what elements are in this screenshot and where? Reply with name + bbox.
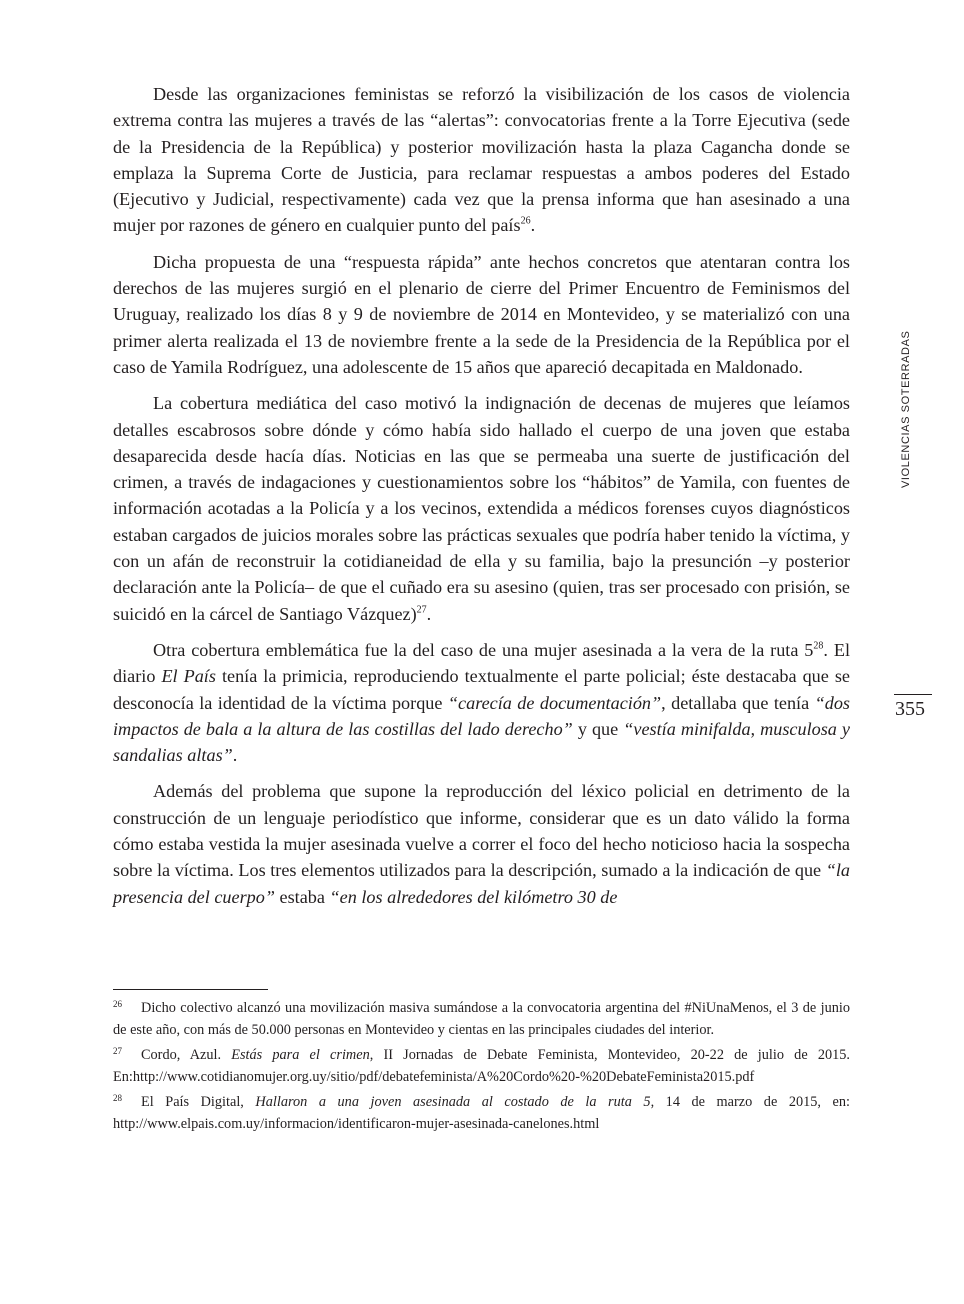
footnote-number: 27 <box>113 1046 122 1056</box>
text-run: , II Jornadas de Debate Feminista, Montevideo, 20-22 de julio de 2015. En:http://www.cotidianomujer.org.uy/sitio/pdf/debatefeminista/A%20Cordo%20-%20DebateFeminista2015.pdf <box>113 1047 851 1085</box>
footnote-text <box>113 1000 850 1038</box>
paragraph <box>113 778 850 909</box>
text-run: Además del problema que supone la reproducción del léxico policial en detrimento de la construcción de un lenguaje periodístico que informe, considerar que es un dato válido la forma cómo estaba vestida la mujer asesinada vuelve a correr el foco del hecho noticioso hacia la sospecha sobre la víctima. Los tres elementos utilizados para la descripción, sumado a la indicación de que <box>113 781 850 881</box>
emphasis: El País <box>161 666 216 687</box>
footnote-number: 28 <box>113 1093 122 1103</box>
footnote-ref: 26 <box>520 215 531 227</box>
footnote-number: 26 <box>113 999 122 1009</box>
emphasis: “dos impactos de bala a la altura de las costillas del lado derecho” <box>113 692 850 739</box>
page-number-rule <box>894 694 932 695</box>
emphasis: Hallaron a una joven asesinada al costado de la ruta 5 <box>255 1094 651 1110</box>
text-run: Dicha propuesta de una “respuesta rápida” ante hechos concretos que atentaran contra los derechos de las mujeres surgió en el plenario de cierre del Primer Encuentro de Feminismos del Uruguay, realizado los días 8 y 9 de noviembre de 2014 en Montevideo, y se materializó con una primer alerta realizada el 13 de noviembre frente a la sede de la Presidencia de la República por el caso de Yamila Rodríguez, una adolescente de 15 años que apareció decapitada en Maldonado. <box>113 251 850 377</box>
footnote <box>113 994 850 1041</box>
body-text <box>113 81 850 910</box>
text-run: , 14 de marzo de 2015, en: http://www.elpais.com.uy/informacion/identificaron-mujer-asesinada-canelones.html <box>113 1094 850 1132</box>
text-run: y que <box>572 718 624 739</box>
paragraph <box>113 637 850 768</box>
footnote <box>113 1088 850 1135</box>
text-run: . <box>530 215 536 236</box>
text-run: Desde las organizaciones feministas se reforzó la visibilización de los casos de violencia extrema contra las mujeres a través de las “alertas”: convocatorias frente a la Torre Ejecutiva (sede de la Presidencia de la República) y posterior movilización hasta la plaza Cagancha donde se emplaza la Suprema Corte de Justicia, para reclamar respuestas a ambos poderes del Estado (Ejecutivo y Judicial, respectivamente) cada vez que la prensa informa que han asesinado a una mujer por razones de género en cualquier punto del país <box>113 84 850 236</box>
footnote-ref: 28 <box>813 640 824 652</box>
footnote-ref: 27 <box>416 604 427 616</box>
text-run: . <box>426 603 432 624</box>
text-run: Cordo, Azul. <box>141 1047 232 1063</box>
footnote-text <box>113 1047 850 1085</box>
emphasis: “en los alrededores del kilómetro 30 de <box>329 886 618 907</box>
text-run: tenía la primicia, reproduciendo textualmente el parte policial; éste destacaba que se desconocía la identidad de la víctima porque <box>113 666 850 713</box>
paragraph <box>113 390 850 627</box>
emphasis: “la presencia del cuerpo” <box>113 860 850 907</box>
text-run: La cobertura mediática del caso motivó la indignación de decenas de mujeres que leíamos detalles escabrosos sobre dónde y cómo había sido hallado el cuerpo de una joven que estaba desaparecida desde hacía días. Noticias en las que se permeaba una suerte de justificación del crimen, a través de indagaciones y cuestionamientos sobre los “hábitos” de Yamila, con fuentes de información acotadas a la Policía y a los vecinos, extendida a médicos forenses cuyos diagnósticos estaban cargados de juicios morales sobre las prácticas sexuales que podría haber tenido la víctima, y con un afán de reconstruir la cotidianeidad de ella y su familia, bajo la presunción –y posterior declaración ante la Policía– de que el cuñado era su asesino (quien, tras ser procesado con prisión, se suicidó en la cárcel de Santiago Vázquez) <box>113 393 850 624</box>
text-run: Dicho colectivo alcanzó una movilización masiva sumándose a la convocatoria argentina del #NiUnaMenos, el 3 de junio de este año, con más de 50.000 personas en Montevideo y cientas en las principales ciudades del interior. <box>113 1000 850 1038</box>
footnote-text <box>113 1094 850 1132</box>
running-head: VIOLENCIAS SOTERRADAS <box>900 330 912 488</box>
paragraph <box>113 249 850 380</box>
text-run: El País Digital, <box>141 1094 256 1110</box>
text-run: Otra cobertura emblemática fue la del caso de una mujer asesinada a la vera de la ruta 5 <box>153 639 814 660</box>
page-number: 355 <box>895 698 925 720</box>
text-run: , detallaba que tenía <box>661 692 815 713</box>
text-run: . El diario <box>113 639 850 687</box>
footnote <box>113 1041 850 1088</box>
footnote-divider <box>113 989 268 990</box>
emphasis: “vestía minifalda, musculosa y sandalias altas” <box>113 718 851 766</box>
emphasis: “carecía de documentación” <box>447 692 662 713</box>
text-run: estaba <box>274 886 330 907</box>
emphasis: Estás para el crimen <box>231 1047 370 1063</box>
paragraph <box>113 81 850 239</box>
text-run: . <box>232 745 238 766</box>
footnotes <box>113 994 850 1135</box>
